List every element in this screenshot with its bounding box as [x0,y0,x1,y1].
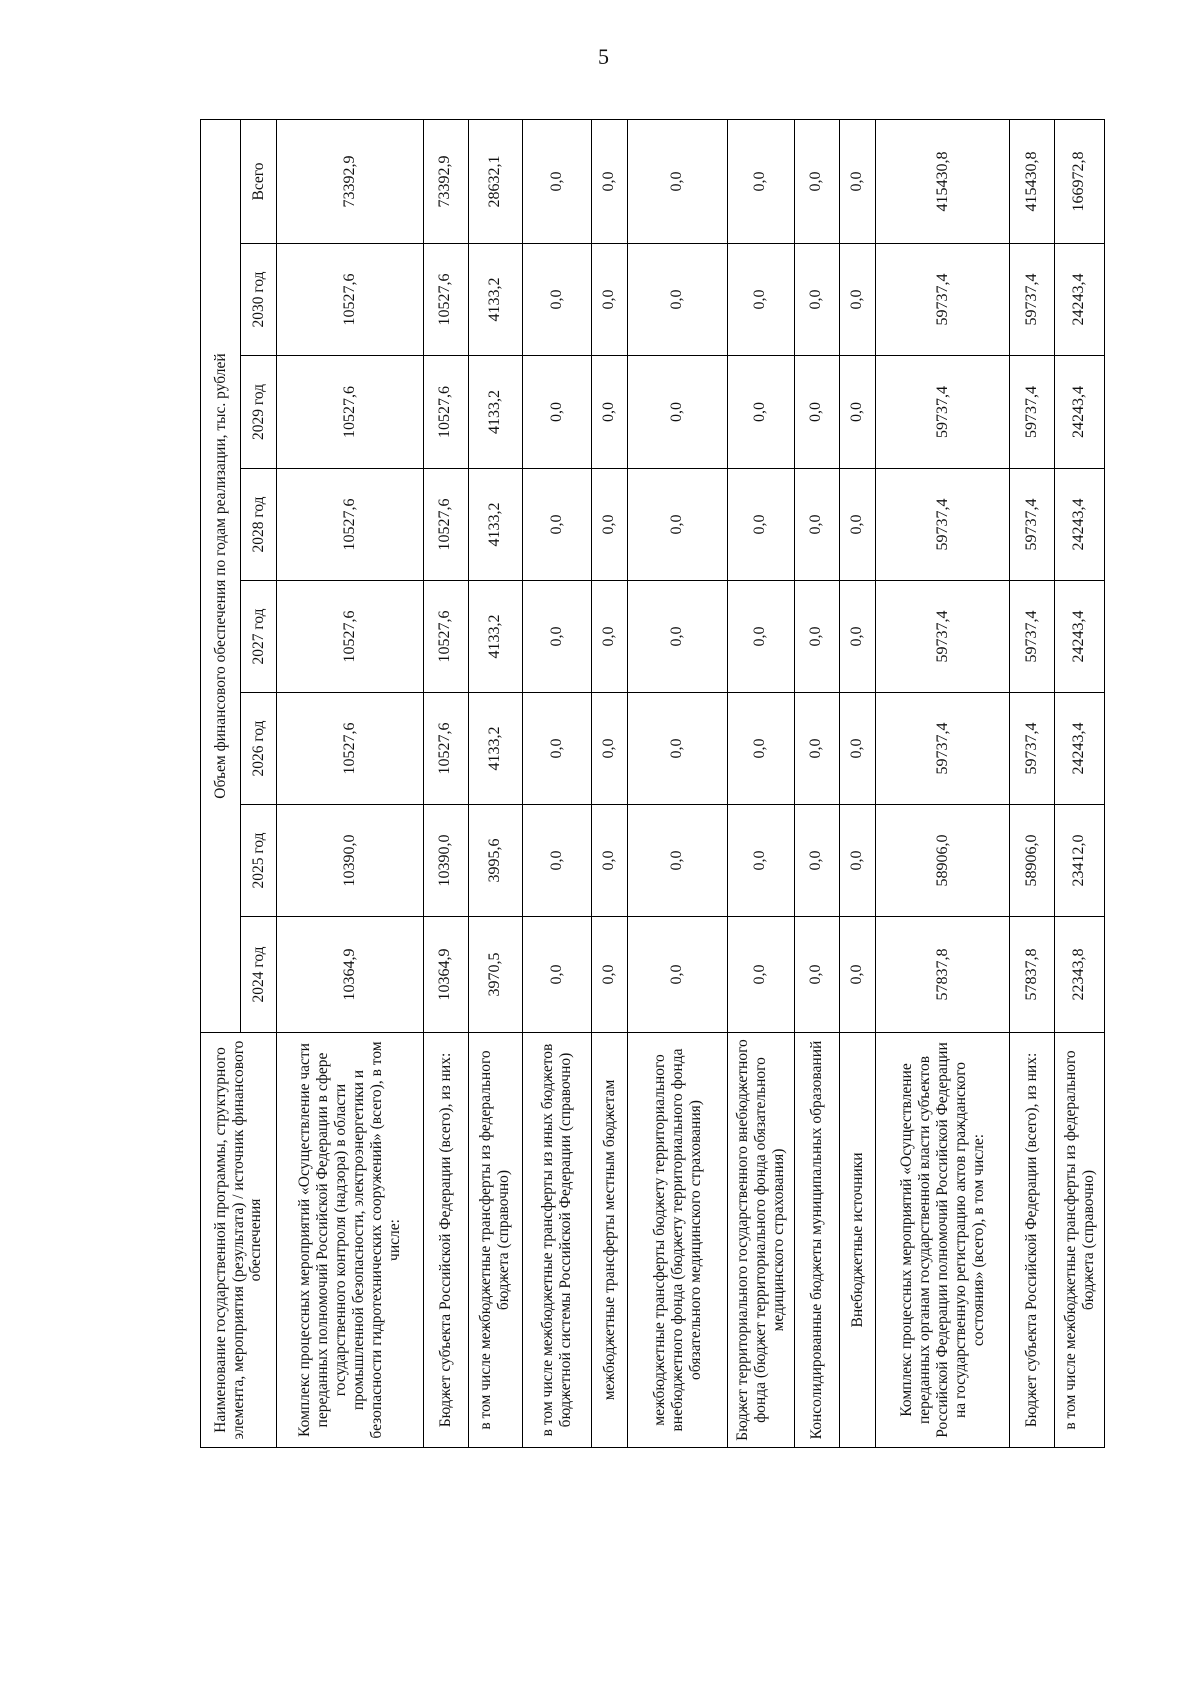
year-value-cell: 59737,4 [876,581,1010,693]
year-value-cell: 0,0 [591,693,628,805]
year-value-cell: 4133,2 [468,244,522,356]
year-value-cell: 0,0 [839,356,876,469]
year-value-cell: 59737,4 [876,469,1010,581]
total-value-cell: 73392,9 [423,120,468,244]
row-name-cell: Комплекс процессных мероприятий «Осуществление части переданных полномочий Российской Федерации в сфере государственного контроля (надзора) в области промышленной безопасности, электроэнергетики и безопасности гидротехнических сооружений» (всего), в том числе: [277,1033,424,1448]
year-value-cell: 24243,4 [1055,469,1105,581]
year-value-cell: 0,0 [628,356,727,469]
total-value-cell: 415430,8 [876,120,1010,244]
year-value-cell: 0,0 [522,469,591,581]
year-value-cell: 10527,6 [423,244,468,356]
year-value-cell: 24243,4 [1055,581,1105,693]
year-value-cell: 0,0 [839,244,876,356]
year-value-cell: 10527,6 [277,356,424,469]
year-value-cell: 10527,6 [277,244,424,356]
year-value-cell: 0,0 [794,469,839,581]
year-value-cell: 24243,4 [1055,356,1105,469]
year-value-cell: 0,0 [794,805,839,917]
year-value-cell: 10527,6 [423,356,468,469]
table-row [423,120,468,1448]
year-value-cell: 10364,9 [423,917,468,1033]
row-name-cell: в том числе межбюджетные трансферты из федерального бюджета (справочно) [1055,1033,1105,1448]
year-value-cell: 59737,4 [876,244,1010,356]
table-row [522,120,591,1448]
year-value-cell: 59737,4 [1010,693,1055,805]
row-name-cell: межбюджетные трансферты бюджету территориального внебюджетного фонда (бюджету территориального фонда обязательного медицинского страхования) [628,1033,727,1448]
table-row [277,120,424,1448]
year-value-cell: 10364,9 [277,917,424,1033]
row-name-cell: Бюджет субъекта Российской Федерации (всего), из них: [1010,1033,1055,1448]
year-value-cell: 0,0 [628,805,727,917]
year-value-cell: 0,0 [591,356,628,469]
year-value-cell: 0,0 [839,805,876,917]
year-header: 2026 год [241,693,277,805]
year-value-cell: 57837,8 [876,917,1010,1033]
total-value-cell: 0,0 [839,120,876,244]
year-value-cell: 3970,5 [468,917,522,1033]
year-value-cell: 23412,0 [1055,805,1105,917]
year-value-cell: 0,0 [522,917,591,1033]
table-row [1055,120,1105,1448]
year-value-cell: 0,0 [727,917,794,1033]
row-name-cell: межбюджетные трансферты местным бюджетам [591,1033,628,1448]
row-name-cell: Бюджет субъекта Российской Федерации (всего), из них: [423,1033,468,1448]
year-value-cell: 59737,4 [1010,356,1055,469]
year-value-cell: 3995,6 [468,805,522,917]
row-name-cell: Бюджет территориального государственного внебюджетного фонда (бюджет территориального фонда обязательного медицинского страхования) [727,1033,794,1448]
total-value-cell: 0,0 [522,120,591,244]
year-value-cell: 0,0 [628,693,727,805]
year-value-cell: 59737,4 [1010,244,1055,356]
year-value-cell: 0,0 [727,693,794,805]
year-value-cell: 0,0 [522,581,591,693]
year-value-cell: 0,0 [794,356,839,469]
total-value-cell: 0,0 [591,120,628,244]
total-value-cell: 73392,9 [277,120,424,244]
year-value-cell: 10527,6 [277,469,424,581]
year-value-cell: 0,0 [591,469,628,581]
year-value-cell: 0,0 [794,917,839,1033]
year-value-cell: 0,0 [727,356,794,469]
year-value-cell: 59737,4 [876,693,1010,805]
row-name-cell: в том числе межбюджетные трансферты из федерального бюджета (справочно) [468,1033,522,1448]
year-value-cell: 0,0 [591,917,628,1033]
year-value-cell: 0,0 [628,917,727,1033]
year-value-cell: 0,0 [522,693,591,805]
year-header: 2024 год [241,917,277,1033]
table-row [727,120,794,1448]
year-value-cell: 0,0 [591,581,628,693]
year-value-cell: 24243,4 [1055,244,1105,356]
year-value-cell: 0,0 [522,805,591,917]
year-value-cell: 0,0 [839,693,876,805]
year-value-cell: 24243,4 [1055,693,1105,805]
year-value-cell: 0,0 [839,917,876,1033]
year-value-cell: 0,0 [591,805,628,917]
year-value-cell: 0,0 [839,581,876,693]
total-value-cell: 166972,8 [1055,120,1105,244]
total-value-cell: 0,0 [727,120,794,244]
total-value-cell: 0,0 [794,120,839,244]
year-value-cell: 0,0 [794,693,839,805]
year-value-cell: 59737,4 [1010,469,1055,581]
rotated-page-content [200,120,1105,1448]
year-value-cell: 0,0 [628,469,727,581]
year-header: 2025 год [241,805,277,917]
page-number: 5 [598,44,609,69]
year-value-cell: 0,0 [522,356,591,469]
total-value-cell: 415430,8 [1010,120,1055,244]
name-column-header: Наименование государственной программы, структурного элемента, мероприятия (результата) / источник финансового обеспечения [201,1033,277,1448]
year-value-cell: 10390,0 [277,805,424,917]
total-value-cell: 28632,1 [468,120,522,244]
year-value-cell: 58906,0 [1010,805,1055,917]
year-value-cell: 0,0 [628,581,727,693]
table-row [794,120,839,1448]
year-value-cell: 57837,8 [1010,917,1055,1033]
year-value-cell: 4133,2 [468,469,522,581]
year-header: 2029 год [241,356,277,469]
year-header: 2030 год [241,244,277,356]
year-header: 2028 год [241,469,277,581]
financing-table [200,119,1105,1448]
table-row [876,120,1010,1448]
row-name-cell: Консолидированные бюджеты муниципальных образований [794,1033,839,1448]
year-value-cell: 0,0 [794,244,839,356]
year-value-cell: 59737,4 [876,356,1010,469]
table-row [839,120,876,1448]
year-value-cell: 0,0 [628,244,727,356]
year-value-cell: 0,0 [794,581,839,693]
table-row [1010,120,1055,1448]
year-value-cell: 0,0 [727,469,794,581]
year-value-cell: 10527,6 [423,693,468,805]
table-row [468,120,522,1448]
year-value-cell: 10527,6 [423,581,468,693]
year-value-cell: 0,0 [839,469,876,581]
year-value-cell: 10527,6 [277,693,424,805]
year-value-cell: 10527,6 [277,581,424,693]
year-value-cell: 4133,2 [468,581,522,693]
year-value-cell: 22343,8 [1055,917,1105,1033]
year-value-cell: 0,0 [727,244,794,356]
year-value-cell: 4133,2 [468,693,522,805]
year-value-cell: 10527,6 [423,469,468,581]
volume-header: Объем финансового обеспечения по годам реализации, тыс. рублей [201,120,241,1033]
table-row [628,120,727,1448]
year-value-cell: 4133,2 [468,356,522,469]
total-value-cell: 0,0 [628,120,727,244]
year-value-cell: 0,0 [727,805,794,917]
year-value-cell: 59737,4 [1010,581,1055,693]
year-value-cell: 0,0 [522,244,591,356]
year-value-cell: 58906,0 [876,805,1010,917]
year-value-cell: 0,0 [727,581,794,693]
year-value-cell: 10390,0 [423,805,468,917]
row-name-cell: Внебюджетные источники [839,1033,876,1448]
table-row [591,120,628,1448]
year-header: 2027 год [241,581,277,693]
row-name-cell: Комплекс процессных мероприятий «Осуществление переданных органам государственной власти субъектов Российской Федерации полномочий Российской Федерации на государственную регистрацию актов гражданского состояния» (всего), в том числе: [876,1033,1010,1448]
year-value-cell: 0,0 [591,244,628,356]
total-header: Всего [241,120,277,244]
row-name-cell: в том числе межбюджетные трансферты из иных бюджетов бюджетной системы Российской Федерации (справочно) [522,1033,591,1448]
